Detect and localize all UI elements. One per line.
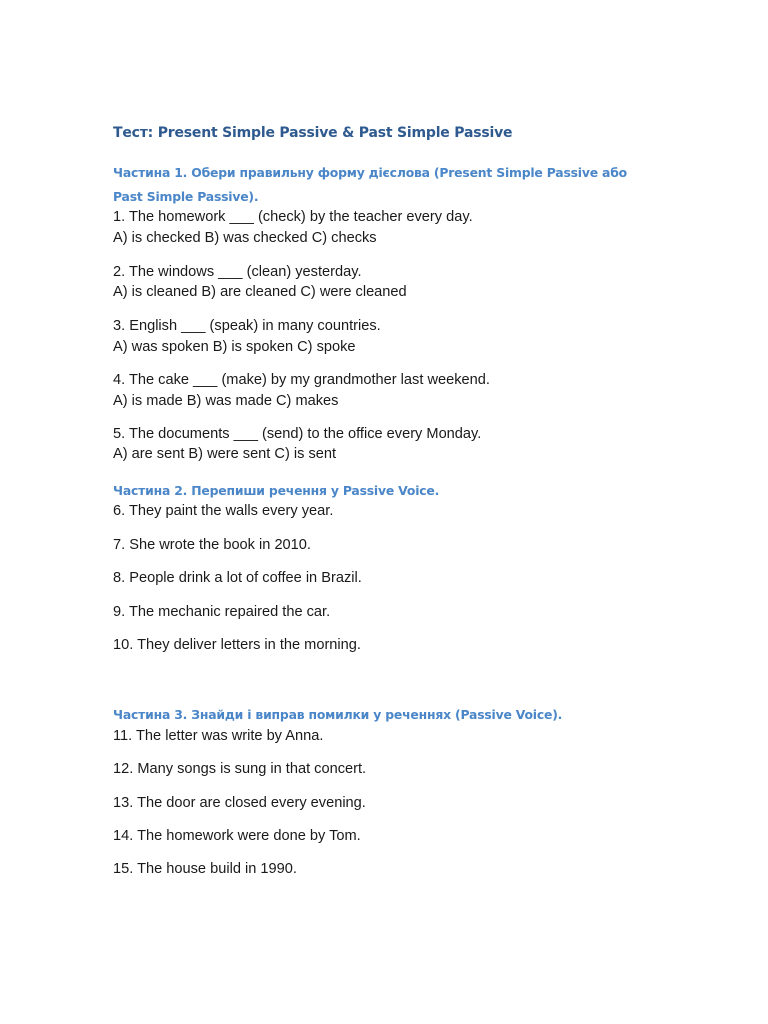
question-5-options: A) are sent B) were sent C) is sent (113, 446, 337, 462)
rewrite-item-10: 10. They deliver letters in the morning. (113, 637, 361, 653)
rewrite-item-8: 8. People drink a lot of coffee in Brazil. (113, 570, 362, 586)
question-1: 1. The homework ___ (check) by the teacher every day. (113, 209, 473, 225)
rewrite-item-7: 7. She wrote the book in 2010. (113, 537, 311, 553)
question-3: 3. English ___ (speak) in many countries. (113, 318, 381, 334)
part1-heading-line2: Past Simple Passive). (113, 189, 259, 204)
error-item-13: 13. The door are closed every evening. (113, 795, 366, 811)
question-3-options: A) was spoken B) is spoken C) spoke (113, 339, 356, 355)
question-4: 4. The cake ___ (make) by my grandmother last weekend. (113, 372, 490, 388)
error-item-12: 12. Many songs is sung in that concert. (113, 761, 367, 777)
test-title: Тест: Present Simple Passive & Past Simple Passive (113, 125, 513, 141)
rewrite-item-9: 9. The mechanic repaired the car. (113, 604, 331, 620)
part1-heading-line1: Частина 1. Обери правильну форму дієслова (Present Simple Passive або (113, 165, 627, 180)
error-item-11: 11. The letter was write by Anna. (113, 728, 324, 744)
question-4-options: A) is made B) was made C) makes (113, 393, 339, 409)
question-5: 5. The documents ___ (send) to the office every Monday. (113, 426, 482, 442)
part2-heading: Частина 2. Перепиши речення у Passive Voice. (113, 483, 440, 498)
part3-heading: Частина 3. Знайди і виправ помилки у реченнях (Passive Voice). (113, 707, 563, 722)
question-1-options: A) is checked B) was checked C) checks (113, 230, 377, 246)
error-item-15: 15. The house build in 1990. (113, 861, 297, 877)
question-2: 2. The windows ___ (clean) yesterday. (113, 264, 362, 280)
question-2-options: A) is cleaned B) are cleaned C) were cleaned (113, 284, 407, 300)
rewrite-item-6: 6. They paint the walls every year. (113, 503, 334, 519)
error-item-14: 14. The homework were done by Tom. (113, 828, 361, 844)
